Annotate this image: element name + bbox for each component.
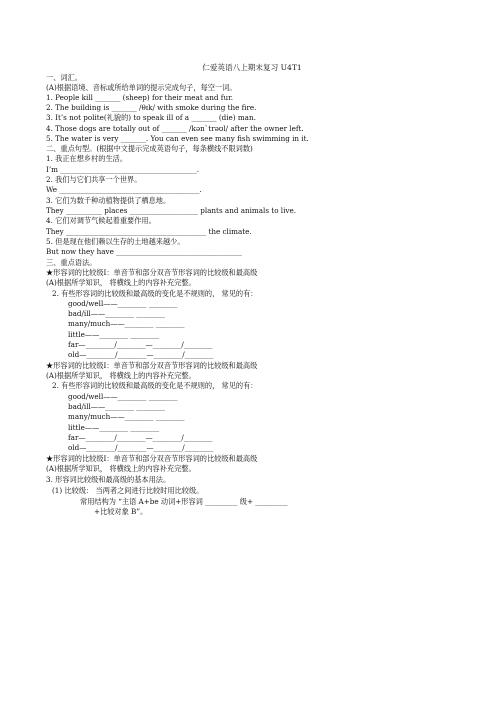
comparative-structure-cont: +比较对象 B”。: [94, 507, 148, 516]
irregular-form-far: far—________/________—________/________: [68, 433, 213, 442]
sentence-answer-3: They __________ places ___________________ plants and animals to live.: [46, 206, 297, 215]
vocab-item-3: 3. It’s not polite(礼貌的) to speak ill of a _______ (die) man.: [46, 113, 256, 122]
irregular-form-little: little——________ ________: [68, 330, 160, 339]
page-title: 仁爱英语八上期末复习 U4T1: [202, 63, 302, 72]
sentence-answer-2: We _______________________________________.: [46, 185, 202, 194]
irregular-form-bad: bad/ill——________ ________: [68, 309, 165, 318]
grammar-point-1: 2. 有些形容词的比较级和最高级的变化是不规则的， 常见的有：: [52, 289, 258, 298]
comparative-usage: (1) 比较级： 当两者之间进行比较时用比较级。: [52, 486, 204, 495]
irregular-form-good: good/well——________ ________: [68, 299, 178, 308]
vocab-item-2: 2. The building is _______ /θɪk/ with smoke during the fire.: [46, 103, 257, 112]
irregular-form-little: little——________ ________: [68, 423, 160, 432]
irregular-form-many: many/much——________ ________: [68, 412, 185, 421]
sentence-answer-5: But now they have ___________________________________: [46, 247, 242, 256]
section-heading-sentences: 二、重点句型。(根据中文提示完成英语句子，每条横线不限词数): [46, 144, 253, 153]
irregular-form-far: far—________/________—________/________: [68, 340, 213, 349]
grammar-heading-3: ★形容词的比较级Ⅰ：单音节和部分双音节形容词的比较级和最高级: [46, 454, 258, 463]
irregular-form-old: old—________/________—________/________: [68, 350, 214, 359]
irregular-form-many: many/much——________ ________: [68, 319, 185, 328]
sentence-answer-1: I’m ______________________________________.: [46, 165, 200, 174]
irregular-form-good: good/well——________ ________: [68, 392, 178, 401]
grammar-instruction-3: (A)根据所学知识， 将横线上的内容补充完整。: [46, 464, 196, 473]
sentence-prompt-1: 1. 我正在想乡村的生活。: [46, 154, 128, 163]
grammar-point-3: 3. 形容词比较级和最高级的基本用法。: [46, 475, 171, 484]
vocab-item-4: 4. Those dogs are totally out of _______ /kən`trəʊl/ after the owner left.: [46, 124, 304, 133]
irregular-form-old: old—________/________—________/________: [68, 443, 214, 452]
section-heading-vocabulary: 一、词汇。: [46, 73, 82, 82]
grammar-instruction-2: (A)根据所学知识， 将横线上的内容补充完整。: [46, 371, 196, 380]
comparative-structure: 常用结构为 “主语 A+be 动词+形容词 _________ 级+ _________: [80, 497, 288, 506]
section-heading-grammar: 三、重点语法。: [46, 258, 97, 267]
grammar-heading-1: ★形容词的比较级Ⅰ：单音节和部分双音节形容词的比较级和最高级: [46, 268, 258, 277]
sentence-prompt-3: 3. 它们为数千种动植物提供了栖息地。: [46, 196, 171, 205]
grammar-instruction-1: (A)根据所学知识， 将横线上的内容补充完整。: [46, 278, 196, 287]
grammar-point-2: 2. 有些形容词的比较级和最高级的变化是不规则的， 常见的有：: [52, 381, 258, 390]
sentence-answer-4: They _______________________________________ the climate.: [46, 227, 252, 236]
sentence-prompt-5: 5. 但是现在他们赖以生存的土地越来越少。: [46, 237, 185, 246]
irregular-form-bad: bad/ill——________ ________: [68, 402, 165, 411]
sentence-prompt-2: 2. 我们与它们共享一个世界。: [46, 175, 142, 184]
vocab-item-1: 1. People kill _______ (sheep) for their meat and fur.: [46, 93, 234, 102]
grammar-heading-2: ★形容词的比较级Ⅰ：单音节和部分双音节形容词的比较级和最高级: [46, 361, 258, 370]
vocab-item-5: 5. The water is very _______. You can even see many fish swimming in it.: [46, 134, 309, 143]
sentence-prompt-4: 4. 它们对调节气候起着重要作用。: [46, 216, 156, 225]
instruction-line: (A)根据语境、音标或所给单词的提示完成句子，每空一词。: [46, 83, 237, 92]
